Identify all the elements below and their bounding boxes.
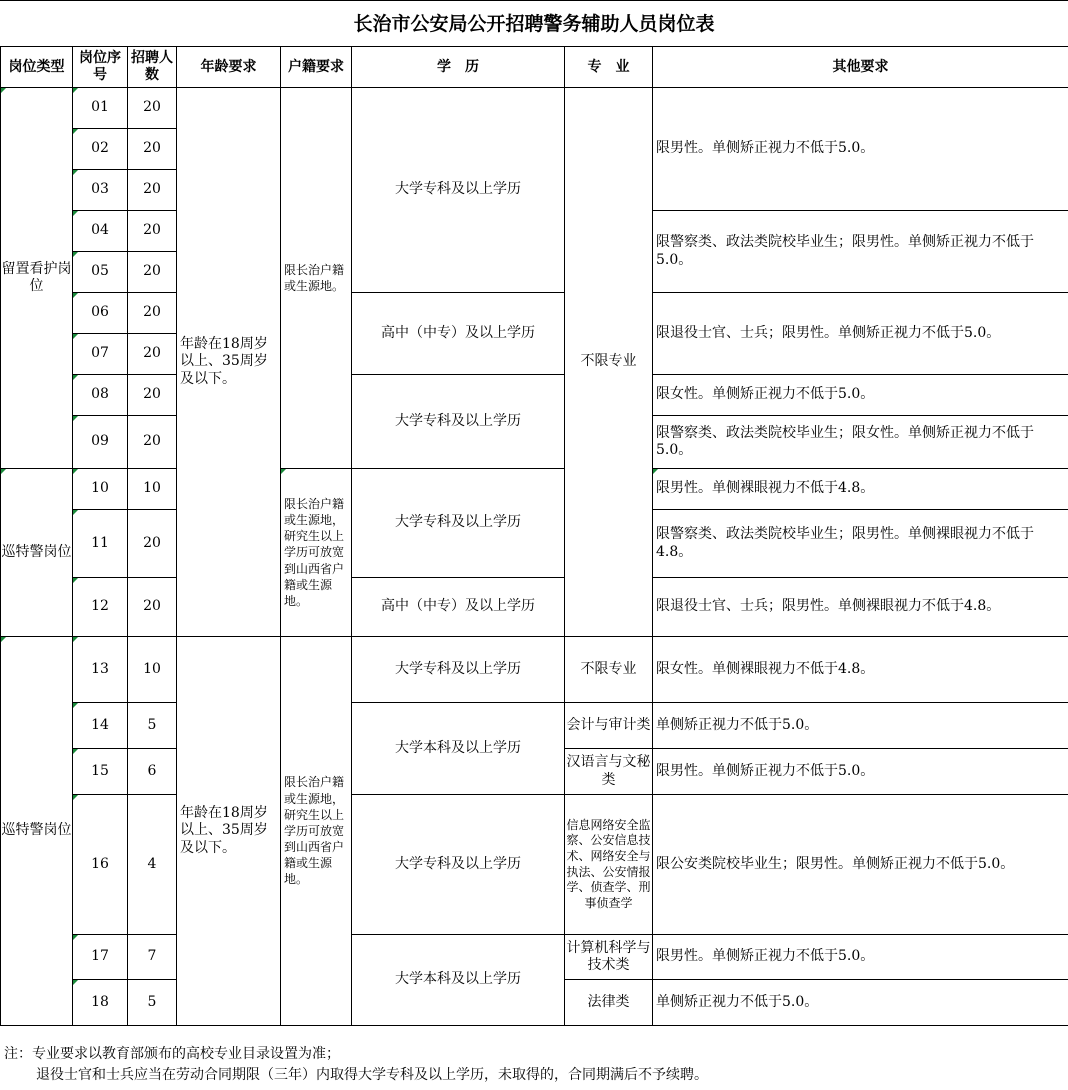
footnote-line: 退役士官和士兵应当在劳动合同期限（三年）内取得大学专科及以上学历，未取得的，合同期满后不予续聘。: [36, 1067, 708, 1083]
recruit-count: 7: [128, 935, 177, 980]
education-requirement: 大学专科及以上学历: [352, 88, 565, 293]
other-requirement: 限男性。单侧裸眼视力不低于4.8。: [653, 469, 1068, 510]
other-requirement: 限女性。单侧裸眼视力不低于4.8。: [653, 637, 1068, 703]
header-type: 岗位类型: [1, 47, 73, 88]
post-number: 06: [73, 293, 128, 334]
major-requirement: 法律类: [565, 980, 653, 1026]
post-number: 11: [73, 510, 128, 578]
major-requirement: 不限专业: [565, 88, 653, 637]
table-row: [1, 293, 1068, 334]
recruit-count: 6: [128, 749, 177, 795]
major-requirement: 信息网络安全监察、公安信息技术、网络安全与执法、公安情报学、侦查学、刑事侦查学: [565, 795, 653, 935]
post-number: 10: [73, 469, 128, 510]
header-count: 招聘人数: [128, 47, 177, 88]
table-row: [1, 375, 1068, 416]
page-title: 长治市公安局公开招聘警务辅助人员岗位表: [0, 0, 1068, 46]
major-requirement: 汉语言与文秘类: [565, 749, 653, 795]
header-age: 年龄要求: [177, 47, 281, 88]
age-requirement: 年龄在18周岁以上、35周岁及以下。: [177, 637, 281, 1026]
post-number: 08: [73, 375, 128, 416]
recruit-count: 20: [128, 578, 177, 637]
education-requirement: 大学专科及以上学历: [352, 375, 565, 469]
other-requirement: 单侧矫正视力不低于5.0。: [653, 980, 1068, 1026]
post-number: 02: [73, 129, 128, 170]
post-number: 12: [73, 578, 128, 637]
footnote-line: 注：专业要求以教育部颁布的高校专业目录设置为准；: [4, 1046, 340, 1062]
major-requirement: 会计与审计类: [565, 703, 653, 749]
post-number: 18: [73, 980, 128, 1026]
other-requirement: 限女性。单侧矫正视力不低于5.0。: [653, 375, 1068, 416]
major-requirement: 不限专业: [565, 637, 653, 703]
age-requirement: 年龄在18周岁以上、35周岁及以下。: [177, 88, 281, 637]
recruit-count: 10: [128, 637, 177, 703]
table-row: [1, 935, 1068, 980]
other-requirement: 限退役士官、士兵；限男性。单侧裸眼视力不低于4.8。: [653, 578, 1068, 637]
post-number: 05: [73, 252, 128, 293]
header-no: 岗位序号: [73, 47, 128, 88]
education-requirement: 大学本科及以上学历: [352, 703, 565, 795]
header-edu: 学 历: [352, 47, 565, 88]
post-number: 01: [73, 88, 128, 129]
recruit-count: 20: [128, 211, 177, 252]
recruit-count: 20: [128, 129, 177, 170]
recruit-count: 10: [128, 469, 177, 510]
header-huji: 户籍要求: [281, 47, 352, 88]
recruit-count: 5: [128, 703, 177, 749]
table-row: [1, 637, 1068, 703]
post-type-cell: 巡特警岗位: [1, 469, 73, 637]
other-requirement: 限男性。单侧矫正视力不低于5.0。: [653, 935, 1068, 980]
post-number: 09: [73, 416, 128, 469]
post-number: 14: [73, 703, 128, 749]
footnotes: [4, 1044, 1064, 1086]
post-number: 15: [73, 749, 128, 795]
position-table: [0, 46, 1068, 1026]
post-number: 07: [73, 334, 128, 375]
recruit-count: 5: [128, 980, 177, 1026]
table-row: [1, 578, 1068, 637]
other-requirement: 限男性。单侧矫正视力不低于5.0。: [653, 88, 1068, 211]
table-row: [1, 703, 1068, 749]
table-row: [1, 88, 1068, 129]
post-type-cell: 巡特警岗位: [1, 637, 73, 1026]
recruit-count: 20: [128, 375, 177, 416]
post-number: 13: [73, 637, 128, 703]
post-number: 04: [73, 211, 128, 252]
recruit-count: 20: [128, 252, 177, 293]
post-number: 16: [73, 795, 128, 935]
header-other: 其他要求: [653, 47, 1068, 88]
recruit-count: 4: [128, 795, 177, 935]
other-requirement: 限退役士官、士兵；限男性。单侧矫正视力不低于5.0。: [653, 293, 1068, 375]
recruit-count: 20: [128, 510, 177, 578]
other-requirement: 单侧矫正视力不低于5.0。: [653, 703, 1068, 749]
other-requirement: 限警察类、政法类院校毕业生；限男性。单侧裸眼视力不低于4.8。: [653, 510, 1068, 578]
recruit-count: 20: [128, 170, 177, 211]
other-requirement: 限公安类院校毕业生；限男性。单侧矫正视力不低于5.0。: [653, 795, 1068, 935]
table-row: [1, 469, 1068, 510]
recruit-count: 20: [128, 88, 177, 129]
table-row: [1, 795, 1068, 935]
post-number: 17: [73, 935, 128, 980]
education-requirement: 大学专科及以上学历: [352, 469, 565, 578]
huji-requirement: 限长治户籍或生源地，研究生以上学历可放宽到山西省户籍或生源地。: [281, 469, 352, 637]
post-type-cell: 留置看护岗位: [1, 88, 73, 469]
education-requirement: 大学专科及以上学历: [352, 637, 565, 703]
other-requirement: 限警察类、政法类院校毕业生；限女性。单侧矫正视力不低于5.0。: [653, 416, 1068, 469]
major-requirement: 计算机科学与技术类: [565, 935, 653, 980]
post-number: 03: [73, 170, 128, 211]
huji-requirement: 限长治户籍或生源地。: [281, 88, 352, 469]
recruit-count: 20: [128, 293, 177, 334]
education-requirement: 高中（中专）及以上学历: [352, 293, 565, 375]
recruit-count: 20: [128, 334, 177, 375]
education-requirement: 高中（中专）及以上学历: [352, 578, 565, 637]
education-requirement: 大学本科及以上学历: [352, 935, 565, 1026]
other-requirement: 限男性。单侧矫正视力不低于5.0。: [653, 749, 1068, 795]
huji-requirement: 限长治户籍或生源地，研究生以上学历可放宽到山西省户籍或生源地。: [281, 637, 352, 1026]
header-major: 专 业: [565, 47, 653, 88]
other-requirement: 限警察类、政法类院校毕业生；限男性。单侧矫正视力不低于5.0。: [653, 211, 1068, 293]
header-row: [1, 47, 1068, 88]
education-requirement: 大学专科及以上学历: [352, 795, 565, 935]
recruit-count: 20: [128, 416, 177, 469]
